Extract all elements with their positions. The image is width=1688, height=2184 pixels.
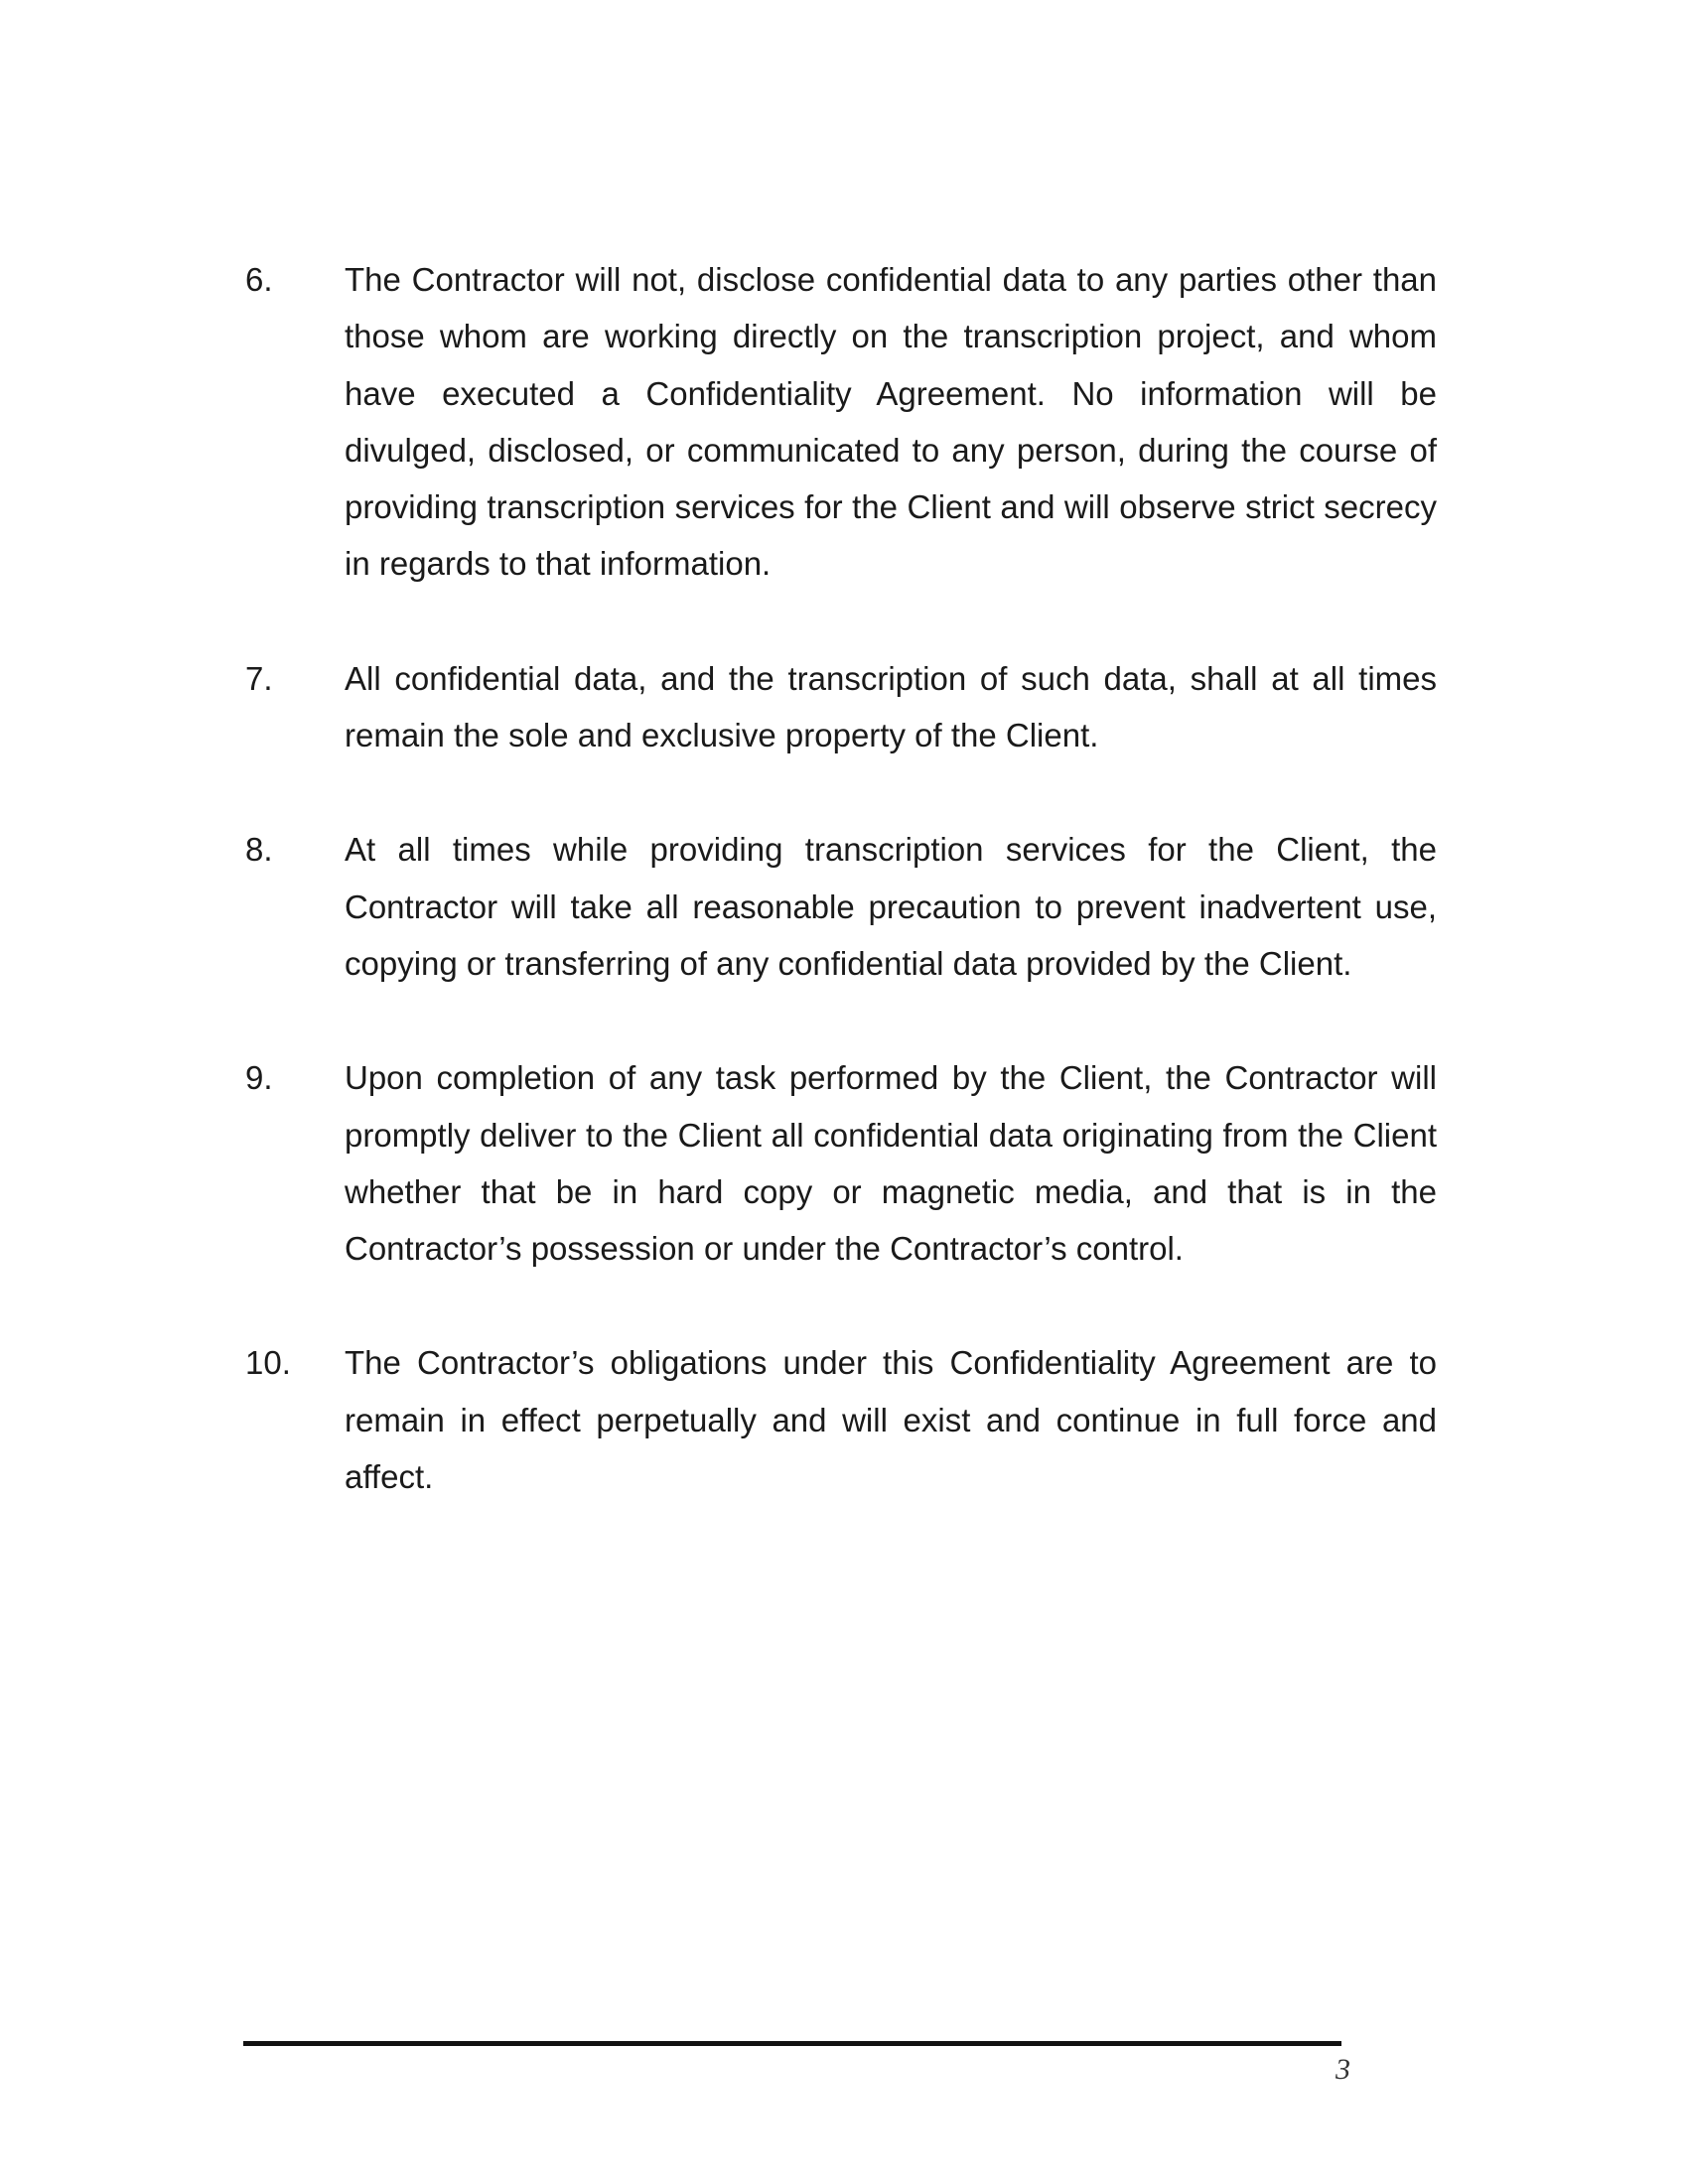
clause-text: All confidential data, and the transcription of such data, shall at all times remain the sole and exclusive property of the Client.	[345, 659, 1437, 754]
clause-text: The Contractor’s obligations under this Confidentiality Agreement are to remain in effect perpetually and will exist and continue in full force and affect.	[345, 1344, 1437, 1496]
clause-8	[245, 821, 1437, 992]
clause-number: 9.	[245, 1059, 273, 1097]
clause-text: Upon completion of any task performed by the Client, the Contractor will promptly deliver to the Client all confidential data originating from the Client whether that be in hard copy or magnetic media, and that is in the Contractor’s possession or under the Contractor’s control.	[345, 1059, 1437, 1268]
clause-number: 8.	[245, 831, 273, 869]
clause-number: 7.	[245, 659, 273, 697]
footer-divider	[243, 2041, 1341, 2046]
clause-9	[245, 1049, 1437, 1277]
clause-text: The Contractor will not, disclose confidential data to any parties other than those whom are working directly on the transcription project, and whom have executed a Confidentiality Agreement. No information will be divulged, disclosed, or communicated to any person, during the course of providing transcription services for the Client and will observe strict secrecy in regards to that information.	[345, 261, 1437, 583]
clause-number: 6.	[245, 261, 273, 298]
clause-6	[245, 251, 1437, 593]
clause-number: 10.	[245, 1344, 291, 1382]
clause-10	[245, 1334, 1437, 1505]
clause-list	[245, 251, 1437, 1563]
clause-text: At all times while providing transcription services for the Client, the Contractor will take all reasonable precaution to prevent inadvertent use, copying or transferring of any confidential data provided by the Client.	[345, 831, 1437, 982]
page-number: 3	[1336, 2053, 1350, 2086]
clause-7	[245, 650, 1437, 764]
